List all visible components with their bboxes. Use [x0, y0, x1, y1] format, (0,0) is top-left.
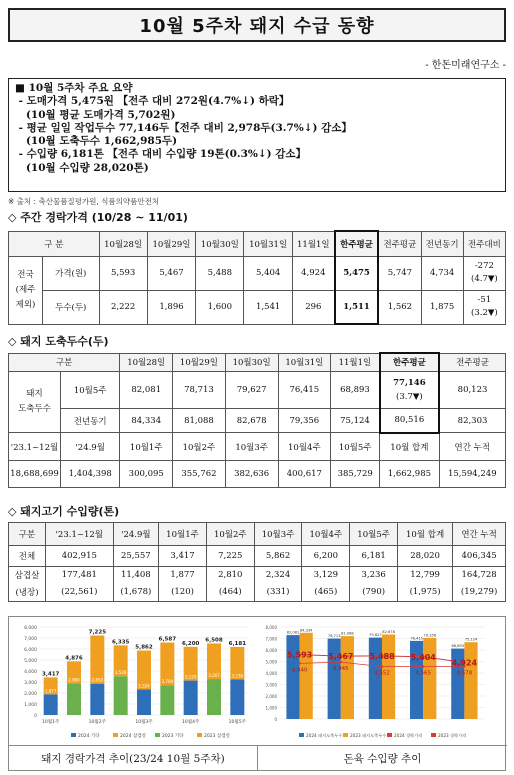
bar-2023 — [423, 638, 436, 719]
bar-total-label: 6,181 — [228, 641, 247, 648]
bar-2024 — [369, 638, 382, 719]
table-row — [9, 460, 506, 487]
table-cell: (331) — [254, 584, 302, 602]
table-header: 한주평균 — [380, 353, 439, 371]
table-header: 10월3주 — [225, 433, 278, 460]
bar-2023 — [464, 642, 477, 719]
legend-label: 2024 기타 — [78, 734, 100, 739]
table-header: 연간 누적 — [453, 523, 506, 546]
price-table — [8, 230, 506, 325]
table-row — [9, 256, 506, 290]
table-cell: 1,662,985 — [380, 460, 439, 487]
table-header: 10월4주 — [302, 523, 350, 546]
line-point — [422, 665, 424, 667]
table-header: '24.9월 — [61, 433, 120, 460]
report-title: 10월 5주차 돼지 수급 동향 — [139, 16, 375, 37]
legend-label: 2023 경락가격 — [438, 733, 467, 738]
y-tick-label: 1,000 — [24, 703, 37, 708]
table-cell: 82,303 — [439, 409, 505, 433]
table-header: 10월29일 — [173, 353, 226, 371]
table-cell: 84,334 — [120, 409, 173, 433]
table-cell — [463, 256, 505, 290]
table-cell: 6,200 — [302, 545, 350, 566]
table-cell: 406,345 — [453, 545, 506, 566]
y-tick-label: 4,000 — [24, 670, 37, 675]
table-header: 11월1일 — [331, 353, 380, 371]
table-cell: 82,081 — [120, 371, 173, 408]
table-cell: 2,810 — [206, 566, 254, 584]
table-header-row — [9, 353, 506, 371]
table-cell: 382,636 — [225, 460, 278, 487]
table-cell: 80,516 — [380, 409, 439, 433]
table-cell: 1,562 — [378, 290, 421, 324]
table-cell: 1,877 — [159, 566, 207, 584]
price-label-2023: 4,840 — [291, 667, 308, 674]
table-header: 구분 — [9, 523, 46, 546]
bar-mid-label: 1,877 — [44, 688, 57, 694]
table-header: 10월30일 — [225, 353, 278, 371]
table-header: 전주대비 — [463, 231, 505, 256]
table-header: 10월3주 — [254, 523, 302, 546]
table-cell: 385,729 — [331, 460, 380, 487]
table-cell: 76,415 — [278, 371, 331, 408]
table-row — [9, 584, 506, 602]
legend-swatch — [71, 733, 76, 737]
table-cell: 5,747 — [378, 256, 421, 290]
legend-label: 2024 돼지도축두수 — [306, 733, 343, 738]
import-chart-panel — [11, 619, 257, 745]
summary-line: - 도매가격 5,475원 【전주 대비 272원(4.7%↓) 하락】 — [15, 95, 290, 108]
table-header: 전년동기 — [421, 231, 463, 256]
slaughter-table — [8, 352, 506, 488]
table-header-row — [9, 433, 506, 460]
bar-mid-label: 3,267 — [208, 673, 220, 679]
source-note: ※ 출처 : 축산물품질평가원, 식품의약품안전처 — [8, 197, 160, 206]
summary-line: (10월 도축두수 1,662,985두) — [15, 135, 178, 148]
table-header: 10월 합계 — [398, 523, 453, 546]
legend-label: 2024 삼겹살 — [120, 734, 146, 739]
bar-segment — [230, 679, 244, 715]
y-tick-label: 2,000 — [265, 694, 277, 699]
diff-value: -51 — [477, 295, 492, 305]
table-cell: 5,488 — [196, 256, 244, 290]
bar-mid-label: 3,528 — [114, 670, 127, 676]
table-cell — [463, 290, 505, 324]
line-point — [298, 662, 300, 664]
table-cell: 177,481 — [46, 566, 114, 584]
line-point — [381, 665, 383, 667]
table-cell: 1,875 — [421, 290, 463, 324]
table-cell: 3,417 — [159, 545, 207, 566]
bar-total-label: 6,200 — [181, 640, 200, 647]
table-cell: 11,408 — [113, 566, 159, 584]
y-tick-label: 7,000 — [24, 637, 37, 642]
table-cell: 5,475 — [335, 256, 378, 290]
legend-label: 2024 경락가격 — [394, 733, 423, 738]
diff-value: -272 — [474, 261, 494, 271]
bar-mid-label: 3,129 — [184, 674, 197, 680]
bar-mid-label: 2,709 — [161, 679, 174, 685]
table-header: 연간 누적 — [439, 433, 505, 460]
legend-label: 2023 기타 — [162, 734, 184, 739]
x-tick-label: 10월4주 — [182, 720, 200, 725]
row-label: 전체 — [9, 545, 46, 566]
table-header: 10월1주 — [159, 523, 207, 546]
table-cell: 5,467 — [147, 256, 195, 290]
row-label: 두수(두) — [43, 290, 100, 324]
table-cell: 400,617 — [278, 460, 331, 487]
row-label: 삼겹살 — [9, 566, 46, 584]
table-header: 10월1주 — [120, 433, 173, 460]
avg-change: (3.7▼) — [396, 391, 423, 402]
table-row — [9, 409, 506, 433]
table-header: 한주평균 — [335, 231, 378, 256]
table-cell: (19,279) — [453, 584, 506, 602]
table-row — [9, 566, 506, 584]
y-tick-label: 3,000 — [265, 682, 277, 688]
price-label-2023: 4,552 — [374, 670, 390, 677]
table-cell: 5,862 — [254, 545, 302, 566]
bar-label: 84,334 — [299, 628, 313, 633]
table-cell: 28,020 — [398, 545, 453, 566]
table-header: 10월4주 — [278, 433, 331, 460]
x-tick-label: 10월3주 — [135, 720, 153, 725]
table-header: 10월 합계 — [380, 433, 439, 460]
table-header-row — [9, 231, 506, 256]
summary-box — [8, 78, 506, 192]
table-cell: 5,404 — [244, 256, 292, 290]
table-cell: 79,356 — [278, 409, 331, 433]
y-tick-label: 7,000 — [265, 636, 277, 642]
table-cell: 2,324 — [254, 566, 302, 584]
row-group-label: 전국 (제주 제외) — [9, 256, 43, 324]
x-tick-label: 10월2주 — [88, 720, 106, 725]
table-cell: 402,915 — [46, 545, 114, 566]
bar-label: 79,627 — [369, 633, 382, 638]
chart-caption-right: 돈육 수입량 추이 — [258, 745, 507, 770]
table-cell: 79,627 — [225, 371, 278, 408]
legend-swatch — [113, 733, 118, 737]
bar-segment — [90, 684, 104, 715]
table-header: '23.1~12월 — [9, 433, 61, 460]
row-label: 가격(원) — [43, 256, 100, 290]
table-header: 10월28일 — [120, 353, 173, 371]
price-label-2024: 5,467 — [328, 652, 354, 662]
row-label: 전년동기 — [61, 409, 120, 433]
bar-mid-label: 2,850 — [91, 677, 104, 683]
table-cell: 4,734 — [421, 256, 463, 290]
bar-total-label: 3,417 — [41, 671, 60, 678]
bar-2024 — [328, 639, 341, 719]
price-label-2024: 5,404 — [410, 652, 436, 662]
bar-label: 75,124 — [464, 637, 478, 642]
table-header: '24.9월 — [113, 523, 159, 546]
row-group-label: 돼지 도축두수 — [9, 371, 61, 433]
bar-label: 82,081 — [286, 630, 300, 635]
bar-label: 81,088 — [341, 631, 354, 636]
legend-swatch — [197, 733, 202, 737]
table-cell: 82,678 — [225, 409, 278, 433]
table-row — [9, 290, 506, 324]
table-header: 10월31일 — [244, 231, 292, 256]
y-tick-label: 0 — [274, 717, 277, 722]
section-heading-slaughter: ◇ 돼지 도축두수(두) — [8, 335, 109, 348]
table-cell: 25,557 — [113, 545, 159, 566]
bar-2023 — [300, 633, 313, 719]
bar-2024 — [286, 635, 299, 719]
table-header: 10월29일 — [147, 231, 195, 256]
table-cell: 18,688,699 — [9, 460, 61, 487]
bar-segment — [184, 681, 198, 715]
legend-swatch — [155, 733, 160, 737]
organization-name: - 한돈미래연구소 - — [425, 60, 506, 71]
table-cell: 1,404,398 — [61, 460, 120, 487]
table-header: 구 분 — [9, 231, 100, 256]
table-cell: 2,222 — [99, 290, 147, 324]
summary-line: - 수입량 6,181톤 【전주 대비 수입량 19톤(0.3%↓) 감소】 — [15, 148, 307, 161]
table-header: 전주평균 — [378, 231, 421, 256]
bar-segment — [160, 685, 174, 715]
table-cell: 300,095 — [120, 460, 173, 487]
summary-line: (10월 평균 도매가격 5,702원) — [15, 108, 176, 121]
y-tick-label: 6,000 — [24, 648, 37, 653]
bar-total-label: 6,335 — [111, 639, 130, 646]
table-header-row — [9, 523, 506, 546]
y-tick-label: 5,000 — [265, 659, 277, 665]
diff-percent: (3.2▼) — [471, 308, 498, 318]
table-cell: 355,762 — [173, 460, 226, 487]
bar-label: 78,713 — [327, 634, 341, 639]
bar-label: 76,415 — [410, 636, 423, 641]
x-tick-label: 10월1주 — [42, 720, 60, 725]
table-header: 전주평균 — [439, 353, 505, 371]
bar-segment — [114, 676, 128, 715]
x-tick-label: 10월5주 — [228, 720, 246, 725]
table-cell: 5,593 — [99, 256, 147, 290]
bar-segment — [137, 689, 151, 715]
table-header: 10월31일 — [278, 353, 331, 371]
summary-line: - 평균 일일 작업두수 77,146두【전주 대비 2,978두(3.7%↓) 감소】 — [15, 121, 352, 134]
bar-segment — [90, 636, 104, 684]
summary-line: ■ 10월 5주차 주요 요약 — [15, 82, 133, 94]
y-tick-label: 0 — [34, 714, 37, 719]
charts-area — [8, 616, 506, 771]
legend-swatch — [299, 733, 304, 737]
import-table — [8, 522, 506, 602]
table-cell: 4,924 — [292, 256, 335, 290]
y-tick-label: 2,000 — [24, 692, 37, 697]
bar-2023 — [382, 634, 395, 719]
bar-segment — [44, 694, 58, 715]
summary-line: (10월 수입량 28,020톤) — [15, 161, 149, 174]
bar-2023 — [341, 636, 354, 719]
table-header: 10월30일 — [196, 231, 244, 256]
table-cell: (22,561) — [46, 584, 114, 602]
table-cell: (1,678) — [113, 584, 159, 602]
table-cell: 81,088 — [173, 409, 226, 433]
line-point — [340, 661, 342, 663]
table-cell: 1,896 — [147, 290, 195, 324]
price-chart-panel — [259, 619, 505, 745]
table-cell: 7,225 — [206, 545, 254, 566]
table-cell: 1,600 — [196, 290, 244, 324]
chart-caption-left: 돼지 경락가격 추이(23/24 10월 5주차) — [9, 745, 258, 770]
price-label-2023: 4,578 — [456, 670, 473, 677]
legend-swatch — [343, 733, 348, 737]
table-cell: 75,124 — [331, 409, 380, 433]
bar-mid-label: 3,236 — [231, 673, 244, 679]
y-tick-label: 6,000 — [265, 648, 277, 653]
bar-mid-label: 2,324 — [138, 683, 150, 689]
bar-label: 79,356 — [423, 633, 437, 638]
section-heading-price: ◇ 주간 경락가격 (10/28 ~ 11/01) — [8, 211, 188, 224]
y-tick-label: 3,000 — [24, 681, 37, 686]
table-header: 11월1일 — [292, 231, 335, 256]
row-label: 10월5주 — [61, 371, 120, 408]
table-header: 10월2주 — [173, 433, 226, 460]
import-volume-chart — [11, 619, 257, 745]
legend-swatch — [387, 733, 392, 737]
table-header: 10월28일 — [99, 231, 147, 256]
price-trend-chart — [259, 619, 505, 745]
table-cell: 1,541 — [244, 290, 292, 324]
table-cell: 3,129 — [302, 566, 350, 584]
table-cell: 80,123 — [439, 371, 505, 408]
y-tick-label: 4,000 — [265, 671, 277, 676]
legend-label: 2023 삼겹살 — [204, 734, 230, 739]
table-cell: 296 — [292, 290, 335, 324]
report-title-box — [8, 8, 506, 42]
y-tick-label: 8,000 — [265, 625, 277, 630]
table-cell: 1,511 — [335, 290, 378, 324]
bar-total-label: 4,876 — [65, 655, 83, 662]
legend-label: 2023 돼지도축두수 — [350, 733, 387, 738]
table-header: '23.1~12월 — [46, 523, 114, 546]
table-cell: (1,975) — [398, 584, 453, 602]
table-cell: (464) — [206, 584, 254, 602]
table-cell: 3,236 — [350, 566, 398, 584]
bar-segment — [207, 679, 221, 715]
price-label-2024: 5,593 — [286, 650, 313, 660]
table-cell — [380, 371, 439, 408]
price-label-2023: 4,945 — [332, 666, 349, 673]
diff-percent: (4.7▼) — [471, 274, 498, 284]
table-cell: 164,728 — [453, 566, 506, 584]
table-row — [9, 545, 506, 566]
bar-total-label: 6,508 — [205, 637, 223, 644]
bar-total-label: 6,587 — [158, 636, 177, 643]
bar-label: 82,678 — [382, 629, 395, 634]
table-cell: 12,799 — [398, 566, 453, 584]
bar-total-label: 5,862 — [135, 644, 153, 651]
table-header: 10월5주 — [331, 433, 380, 460]
avg-value: 77,146 — [393, 377, 426, 388]
table-header: 10월5주 — [350, 523, 398, 546]
bar-mid-label: 2,880 — [68, 677, 80, 683]
bar-segment — [67, 683, 81, 715]
y-tick-label: 8,000 — [24, 626, 37, 631]
legend-swatch — [431, 733, 436, 737]
row-label: (냉장) — [9, 584, 46, 602]
price-label-2024: 5,488 — [369, 651, 395, 661]
table-cell: (790) — [350, 584, 398, 602]
table-cell: 68,893 — [331, 371, 380, 408]
table-cell: 78,713 — [173, 371, 226, 408]
bar-total-label: 7,225 — [88, 629, 107, 636]
table-cell: 6,181 — [350, 545, 398, 566]
table-cell: (120) — [159, 584, 207, 602]
table-row — [9, 371, 506, 408]
section-heading-import: ◇ 돼지고기 수입량(톤) — [8, 505, 120, 518]
table-cell: (465) — [302, 584, 350, 602]
price-label-2023: 4,565 — [415, 670, 432, 677]
table-header: 구분 — [9, 353, 120, 371]
bar-label: 68,893 — [451, 644, 465, 649]
y-tick-label: 5,000 — [24, 659, 37, 664]
price-label-2024: 4,924 — [451, 658, 478, 668]
table-cell: 15,594,249 — [439, 460, 505, 487]
y-tick-label: 1,000 — [265, 705, 277, 711]
table-header: 10월2주 — [206, 523, 254, 546]
